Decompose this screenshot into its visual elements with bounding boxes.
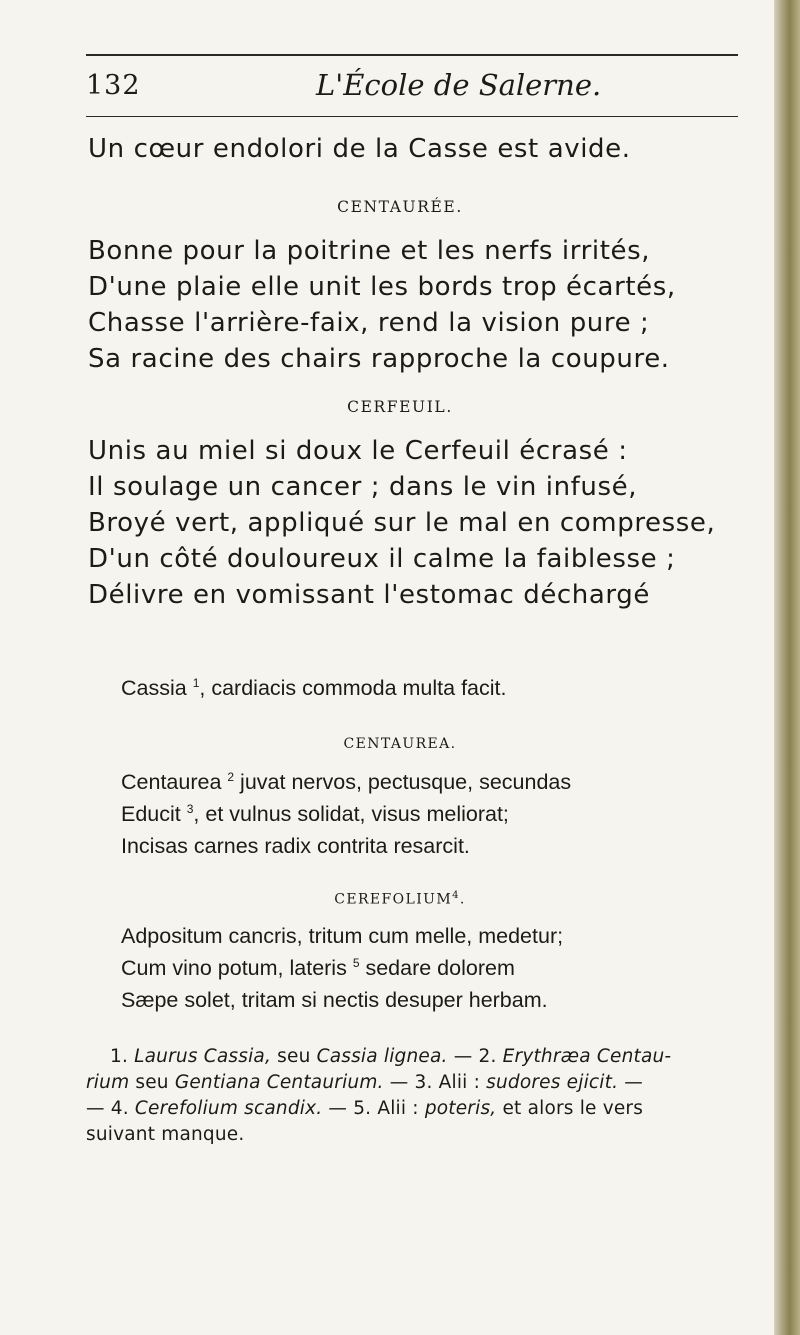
latin-line: Adpositum cancris, tritum cum melle, medetur; — [121, 924, 564, 948]
latin-text: Cassia — [121, 676, 193, 700]
verse-line: D'une plaie elle unit les bords trop écartés, — [88, 272, 676, 302]
verse-line: Unis au miel si doux le Cerfeuil écrasé : — [88, 436, 628, 466]
footnote-text: — 4. — [86, 1098, 135, 1119]
header-rule-bottom — [86, 116, 738, 117]
heading-text: . — [459, 891, 466, 908]
verse-line: Chasse l'arrière-faix, rend la vision pure ; — [88, 308, 650, 338]
running-title: L'École de Salerne. — [316, 68, 602, 102]
footnote-text: — 2. — [447, 1046, 503, 1067]
latin-line — [121, 770, 571, 795]
latin-text: Centaurea — [121, 770, 228, 794]
latin-line: Incisas carnes radix contrita resarcit. — [121, 834, 470, 858]
verse-line: Il soulage un cancer ; dans le vin infusé, — [88, 472, 638, 502]
footnote-italic: rium — [86, 1072, 130, 1093]
header-rule-top — [86, 54, 738, 56]
latin-text: , cardiacis commoda multa facit. — [199, 676, 507, 700]
latin-text: sedare dolorem — [359, 956, 515, 980]
verse-line: D'un côté douloureux il calme la faiblesse ; — [88, 544, 676, 574]
footnote-ref: 4 — [452, 890, 460, 901]
footnote-italic: Cassia lignea. — [316, 1046, 448, 1067]
running-head — [86, 66, 738, 106]
footnote-line — [110, 1046, 671, 1067]
footnote-text: et alors le vers — [496, 1098, 644, 1119]
heading-text: CEREFOLIUM — [334, 891, 453, 908]
section-heading-cerfeuil: CERFEUIL. — [347, 398, 453, 416]
verse-line: Bonne pour la poitrine et les nerfs irrités, — [88, 236, 651, 266]
latin-text: Cum vino potum, lateris — [121, 956, 353, 980]
latin-text: , et vulnus solidat, visus meliorat; — [193, 802, 509, 826]
footnote-line — [86, 1098, 643, 1119]
verse-line: Délivre en vomissant l'estomac déchargé — [88, 580, 650, 610]
footnote-text: — 5. Alii : — [322, 1098, 425, 1119]
footnote-italic: Erythræa Centau- — [502, 1046, 672, 1067]
section-heading-centauree: CENTAURÉE. — [337, 198, 463, 216]
section-heading-cerefolium — [0, 890, 800, 908]
footnote-ref: 2 — [227, 770, 235, 784]
footnote-italic: Cerefolium scandix. — [134, 1098, 323, 1119]
latin-line-cassia — [121, 676, 506, 701]
footnote-italic: sudores ejicit. — [486, 1072, 619, 1093]
footnote-ref: 1 — [192, 676, 200, 690]
footnote-text: — 3. Alii : — [383, 1072, 487, 1093]
section-heading-centaurea: CENTAUREA. — [343, 736, 457, 752]
footnote-line — [86, 1072, 643, 1093]
latin-line: Sæpe solet, tritam si nectis desuper herbam. — [121, 988, 548, 1012]
page-number: 132 — [86, 70, 141, 101]
verse-line: Broyé vert, appliqué sur le mal en compresse, — [88, 508, 716, 538]
footnote-italic: Gentiana Centaurium. — [174, 1072, 384, 1093]
footnote-text: seu — [271, 1046, 317, 1067]
latin-line — [121, 802, 509, 827]
footnote-text: — — [618, 1072, 643, 1093]
footnote-text: 1. — [110, 1046, 135, 1067]
verse-line-opening: Un cœur endolori de la Casse est avide. — [88, 134, 631, 164]
latin-text: Educit — [121, 802, 187, 826]
footnote-italic: Laurus Cassia, — [134, 1046, 272, 1067]
latin-line — [121, 956, 515, 981]
footnote-italic: poteris, — [424, 1098, 497, 1119]
footnote-line: suivant manque. — [86, 1124, 245, 1145]
verse-line: Sa racine des chairs rapproche la coupure. — [88, 344, 670, 374]
latin-text: juvat nervos, pectusque, secundas — [234, 770, 572, 794]
footnote-ref: 5 — [352, 956, 360, 970]
footnote-text: seu — [129, 1072, 175, 1093]
footnote-ref: 3 — [186, 802, 194, 816]
